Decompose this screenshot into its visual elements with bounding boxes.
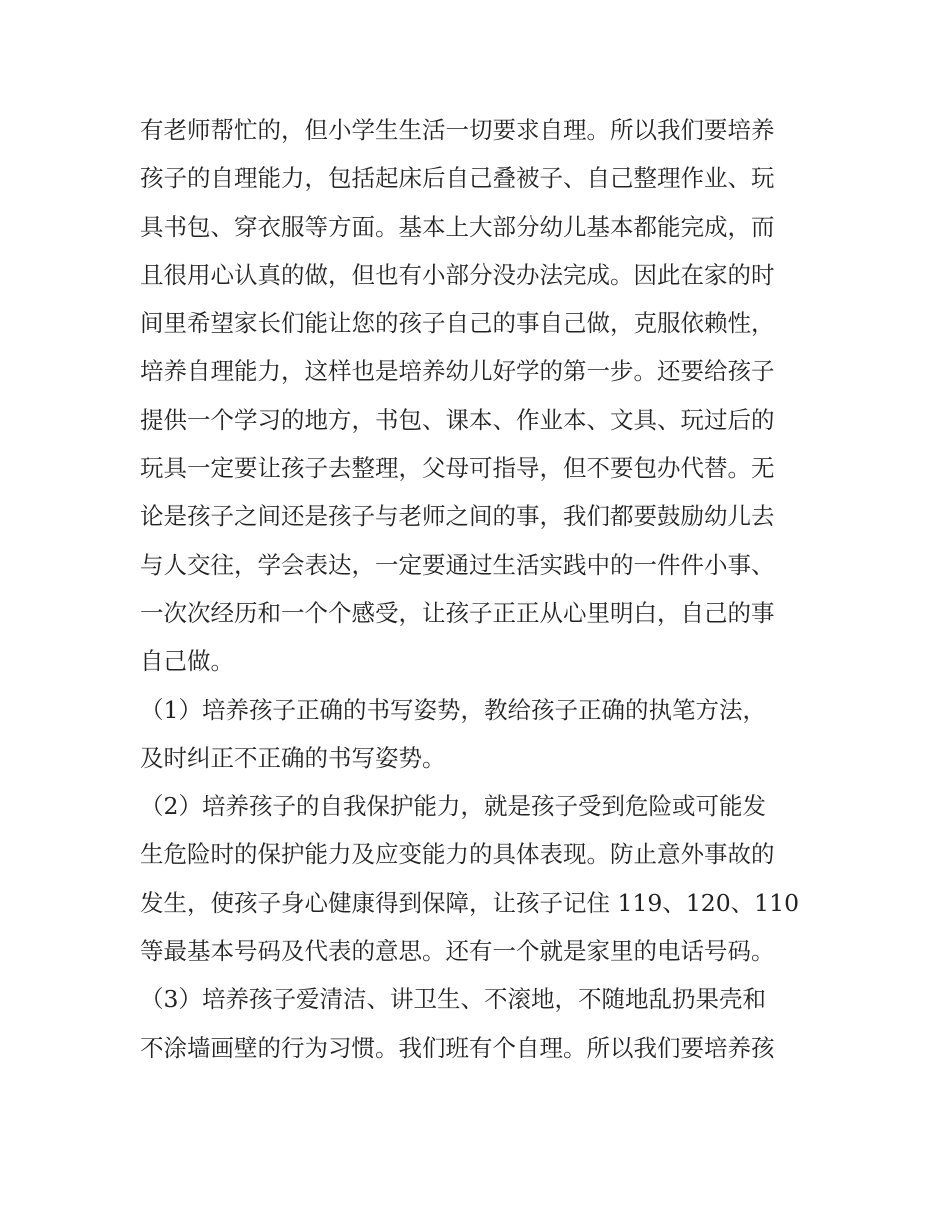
list-item-2-line: 生危险时的保护能力及应变能力的具体表现。防止意外事故的 — [140, 840, 775, 869]
text-line: 与人交往，学会表达，一定要通过生活实践中的一件件小事、 — [140, 550, 775, 579]
text-line: 且很用心认真的做，但也有小部分没办法完成。因此在家的时 — [140, 260, 775, 289]
list-item-1-line: （1）培养孩子正确的书写姿势，教给孩子正确的执笔方法， — [140, 695, 766, 724]
list-item-2-line: （2）培养孩子的自我保护能力，就是孩子受到危险或可能发 — [140, 792, 766, 821]
text-line: 培养自理能力，这样也是培养幼儿好学的第一步。还要给孩子 — [140, 357, 775, 386]
text-line: 有老师帮忙的，但小学生生活一切要求自理。所以我们要培养 — [140, 116, 775, 144]
text-line: 具书包、穿衣服等方面。基本上大部分幼儿基本都能完成，而 — [140, 212, 775, 241]
text-line: 间里希望家长们能让您的孩子自己的事自己做，克服依赖性， — [140, 309, 775, 338]
list-item-2-line: 等最基本号码及代表的意思。还有一个就是家里的电话号码。 — [140, 937, 775, 966]
text-line: 孩子的自理能力，包括起床后自己叠被子、自己整理作业、玩 — [140, 164, 775, 193]
list-item-1-line: 及时纠正不正确的书写姿势。 — [140, 743, 446, 772]
document-body — [140, 106, 830, 1072]
list-item-2-line: 发生，使孩子身心健康得到保障，让孩子记住 119、120、110 — [140, 888, 800, 917]
text-line: 玩具一定要让孩子去整理，父母可指导，但不要包办代替。无 — [140, 454, 775, 483]
text-line: 论是孩子之间还是孩子与老师之间的事，我们都要鼓励幼儿去 — [140, 502, 775, 531]
text-line: 一次次经历和一个个感受，让孩子正正从心里明白，自己的事 — [140, 598, 775, 627]
list-item-3-line: 不涂墙画壁的行为习惯。我们班有个自理。所以我们要培养孩 — [140, 1033, 775, 1062]
text-line: 自己做。 — [140, 647, 234, 676]
text-line: 提供一个学习的地方，书包、课本、作业本、文具、玩过后的 — [140, 405, 775, 434]
list-item-3-line: （3）培养孩子爱清洁、讲卫生、不滚地，不随地乱扔果壳和 — [140, 985, 766, 1014]
